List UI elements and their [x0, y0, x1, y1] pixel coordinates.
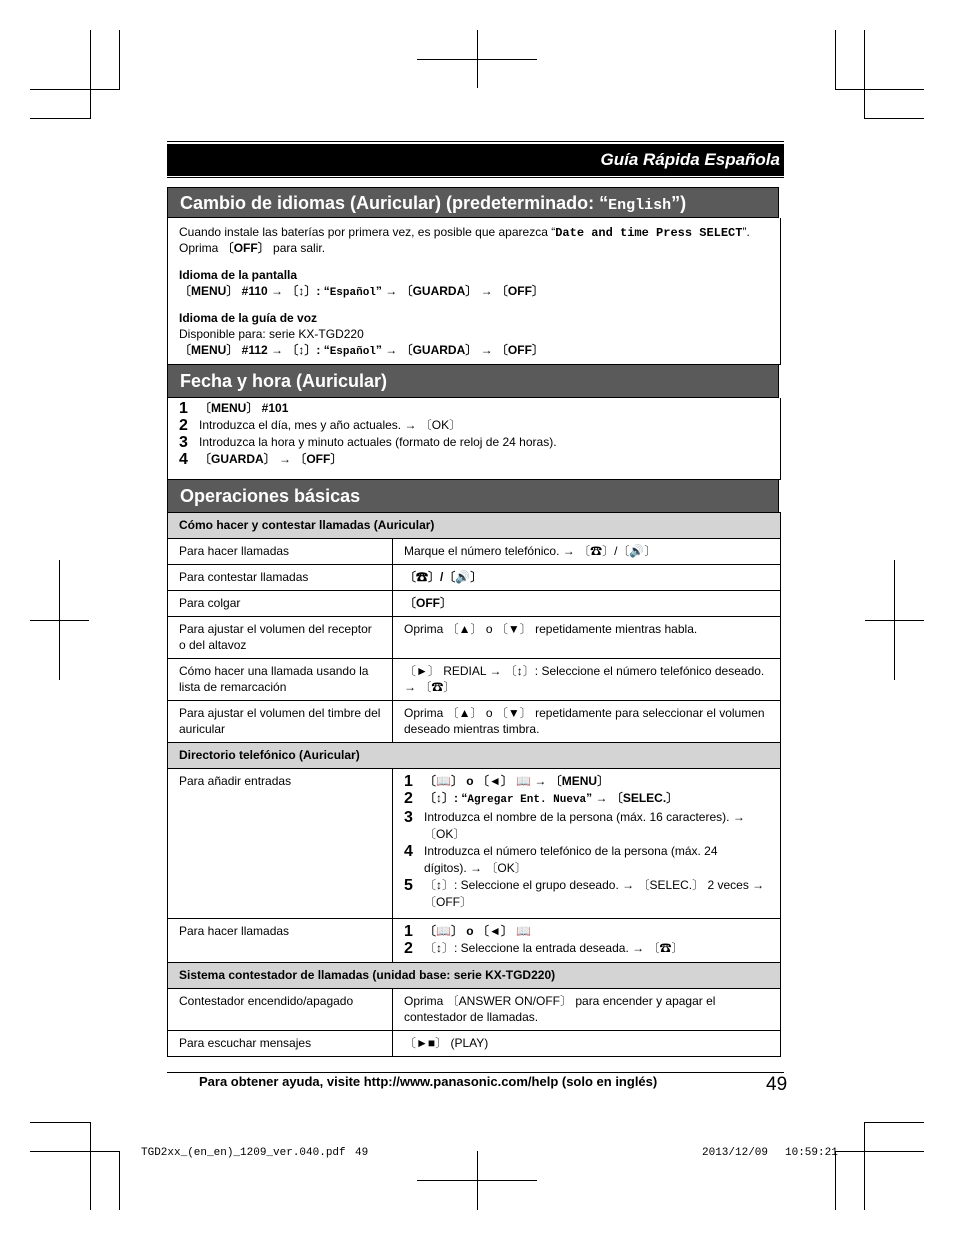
date-section-body [167, 398, 781, 480]
banner-title: Guía Rápida Española [600, 150, 780, 169]
print-date: 2013/12/09 [702, 1147, 769, 1159]
table-row: Para ajustar el volumen del receptor o del altavoz Oprima 〔▲〕 o 〔▼〕 repetidamente mientras habla. [168, 617, 781, 659]
banner-rule-bottom [167, 177, 784, 178]
directory-subheading: Directorio telefónico (Auricular) [168, 743, 781, 769]
voice-language-availability: Disponible para: serie KX-TGD220 [179, 327, 364, 341]
date-section-heading: Fecha y hora (Auricular) [167, 364, 779, 398]
date-step: 1 〔MENU〕 #101 [179, 400, 289, 417]
table-row: Para añadir entradas 1 〔📖〕 o 〔◄〕 📖 → 〔MENU〕 2 〔↕〕: “Agregar Ent. Nueva” → 〔SELEC.〕 3 Introduzca el nombre de la persona (máx. 16 caracteres). → 〔OK〕 4 Introduzca el número telefónico de la persona (máx. 24 dígitos). → 〔OK〕 5 〔↕〕: Seleccione el grupo deseado. → 〔SELEC.〕 2 veces → 〔OFF〕 [168, 769, 781, 919]
guide-banner [167, 144, 784, 176]
table-row: Para hacer llamadas Marque el número telefónico. → 〔☎〕/〔🔊〕 [168, 539, 781, 565]
display-language-title: Idioma de la pantalla [179, 268, 298, 282]
print-file: TGD2xx_(en_en)_1209_ver.040.pdf [141, 1147, 346, 1159]
print-page: 49 [355, 1147, 369, 1159]
print-time: 10:59:21 [785, 1147, 838, 1159]
date-steps [179, 400, 557, 468]
intro-text: Cuando instale las baterías por primera vez, es posible que aparezca “Date and time Press SELECT”. [179, 225, 750, 240]
table-row: Para escuchar mensajes 〔►■〕 (PLAY) [168, 1031, 781, 1057]
banner-rule-top [167, 141, 784, 142]
voice-language-title: Idioma de la guía de voz [179, 311, 318, 325]
table-row: Para colgar 〔OFF〕 [168, 591, 781, 617]
answering-subheading: Sistema contestador de llamadas (unidad base: serie KX-TGD220) [168, 963, 781, 989]
date-step: 2 Introduzca el día, mes y año actuales. → 〔OK〕 [179, 417, 462, 434]
table-row: Cómo hacer una llamada usando la lista de remarcación 〔►〕 REDIAL → 〔↕〕: Seleccione el número telefónico deseado. → 〔☎〕 [168, 659, 781, 701]
footer-rule [167, 1072, 784, 1073]
voice-language-keys: 〔MENU〕 #112 → 〔↕〕: “Español” → 〔GUARDA〕 → 〔OFF〕 [179, 343, 544, 358]
add-entry-steps: 1 〔📖〕 o 〔◄〕 📖 → 〔MENU〕 2 〔↕〕: “Agregar Ent. Nueva” → 〔SELEC.〕 3 Introduzca el nombre de la persona (máx. 16 caracteres). → 〔OK〕 4 Introduzca el número telefónico de la persona (máx. 24 dígitos). → 〔OK〕 5 〔↕〕: Seleccione el grupo deseado. → 〔SELEC.〕 2 veces → 〔OFF〕 [393, 769, 781, 919]
date-step: 3 Introduzca la hora y minuto actuales (formato de reloj de 24 horas). [179, 434, 557, 451]
language-section-body [167, 218, 781, 365]
language-section-heading: Cambio de idiomas (Auricular) (predeterminado: “English”) [167, 187, 779, 218]
calls-subheading: Cómo hacer y contestar llamadas (Auricular) [168, 513, 781, 539]
operations-table [167, 512, 781, 1057]
page-number: 49 [766, 1074, 788, 1095]
directory-call-steps: 1 〔📖〕 o 〔◄〕 📖 2 〔↕〕: Seleccione la entrada deseada. → 〔☎〕 [393, 919, 781, 963]
intro-off-text: Oprima 〔OFF〕 para salir. [179, 241, 326, 255]
help-footer: Para obtener ayuda, visite http://www.panasonic.com/help (solo en inglés) [199, 1074, 658, 1089]
ops-section-heading: Operaciones básicas [167, 479, 779, 513]
table-row: Contestador encendido/apagado Oprima 〔ANSWER ON/OFF〕 para encender y apagar el contestador de llamadas. [168, 989, 781, 1031]
date-step: 4 〔GUARDA〕 → 〔OFF〕 [179, 451, 343, 468]
table-row: Para hacer llamadas 1 〔📖〕 o 〔◄〕 📖 2 〔↕〕: Seleccione la entrada deseada. → 〔☎〕 [168, 919, 781, 963]
display-language-keys: 〔MENU〕 #110 → 〔↕〕: “Español” → 〔GUARDA〕 → 〔OFF〕 [179, 284, 544, 299]
table-row: Para ajustar el volumen del timbre del auricular Oprima 〔▲〕 o 〔▼〕 repetidamente para seleccionar el volumen deseado mientras timbra. [168, 701, 781, 743]
table-row: Para contestar llamadas 〔☎〕/〔🔊〕 [168, 565, 781, 591]
